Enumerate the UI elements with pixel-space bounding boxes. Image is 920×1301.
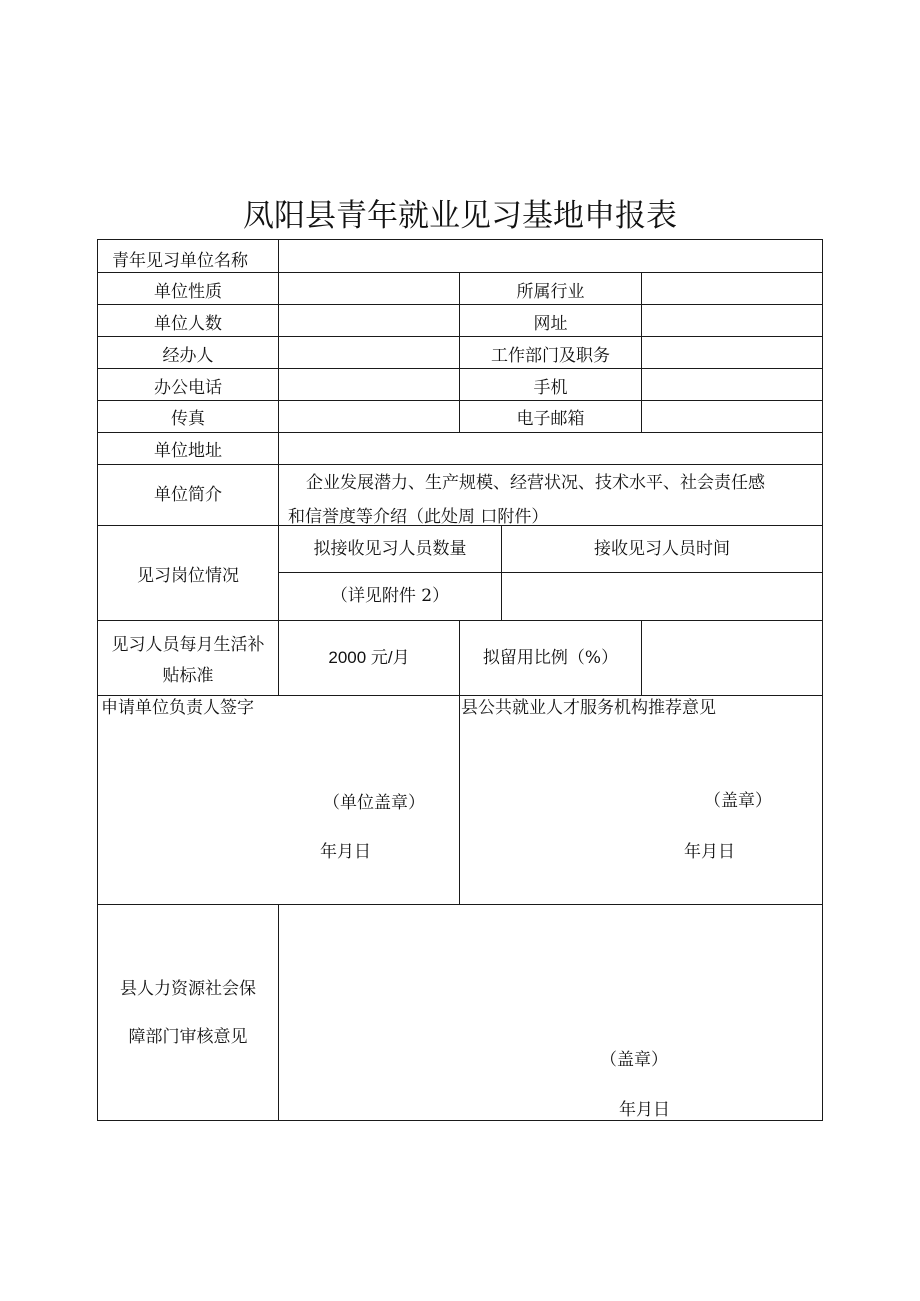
intro-text-line2: 和信誉度等介绍（此处周 口附件） <box>288 507 549 527</box>
industry-field[interactable] <box>642 273 822 304</box>
date-bottom: 年月日 <box>619 1100 670 1120</box>
allowance-label-line1: 见习人员每月生活补 <box>111 635 265 655</box>
allowance-value: 2000 元/月 <box>328 648 410 667</box>
office-phone-field[interactable] <box>279 369 459 400</box>
website-label: 网址 <box>533 314 568 334</box>
fax-label: 传真 <box>171 409 205 429</box>
application-form-table <box>97 239 823 1121</box>
unit-nature-label: 单位性质 <box>154 282 222 302</box>
dept-position-field[interactable] <box>642 337 822 368</box>
unit-name-label: 青年见习单位名称 <box>112 251 248 271</box>
mobile-label: 手机 <box>533 378 568 398</box>
handler-label: 经办人 <box>162 346 214 366</box>
fax-field[interactable] <box>279 401 459 432</box>
allowance-label-line2: 贴标准 <box>162 666 214 686</box>
office-phone-label: 办公电话 <box>154 378 222 398</box>
row-divider <box>98 464 822 465</box>
intro-label: 单位简介 <box>154 485 222 505</box>
form-title: 凤阳县青年就业见习基地申报表 <box>243 198 677 234</box>
applicant-sign-label: 申请单位负责人签字 <box>101 698 254 718</box>
unit-name-field[interactable] <box>279 240 822 272</box>
county-opinion-label: 县公共就业人才服务机构推荐意见 <box>461 698 716 718</box>
seal-right-text: （盖章） <box>704 791 772 811</box>
post-label: 见习岗位情况 <box>137 566 239 586</box>
intern-time-field[interactable] <box>502 573 822 620</box>
unit-seal-text: （单位盖章） <box>323 793 425 813</box>
intro-text-line1: 企业发展潜力、生产规模、经营状况、技术水平、社会责任感 <box>306 473 765 493</box>
industry-label: 所属行业 <box>516 282 585 302</box>
handler-field[interactable] <box>279 337 459 368</box>
intern-count-label: 拟接收见习人员数量 <box>313 539 467 559</box>
date-left: 年月日 <box>320 842 371 862</box>
retention-label: 拟留用比例（%） <box>482 648 619 668</box>
col-divider <box>278 904 279 1121</box>
intern-time-label: 接收见习人员时间 <box>594 539 730 559</box>
email-field[interactable] <box>642 401 822 432</box>
address-label: 单位地址 <box>154 441 222 461</box>
address-field[interactable] <box>279 433 822 464</box>
seal-bottom-text: （盖章） <box>600 1050 668 1070</box>
see-attachment-note: （详见附件 2） <box>330 586 450 606</box>
hr-label-line1: 县人力资源社会保 <box>120 979 256 999</box>
mobile-field[interactable] <box>642 369 822 400</box>
website-field[interactable] <box>642 305 822 336</box>
email-label: 电子邮箱 <box>516 409 585 429</box>
staff-count-label: 单位人数 <box>154 314 222 334</box>
row-divider <box>98 904 822 905</box>
retention-field[interactable] <box>642 621 822 695</box>
dept-position-label: 工作部门及职务 <box>491 346 610 366</box>
unit-nature-field[interactable] <box>279 273 459 304</box>
staff-count-field[interactable] <box>279 305 459 336</box>
date-right: 年月日 <box>684 842 735 862</box>
hr-label-line2: 障部门审核意见 <box>128 1027 248 1047</box>
row-divider <box>98 695 822 696</box>
